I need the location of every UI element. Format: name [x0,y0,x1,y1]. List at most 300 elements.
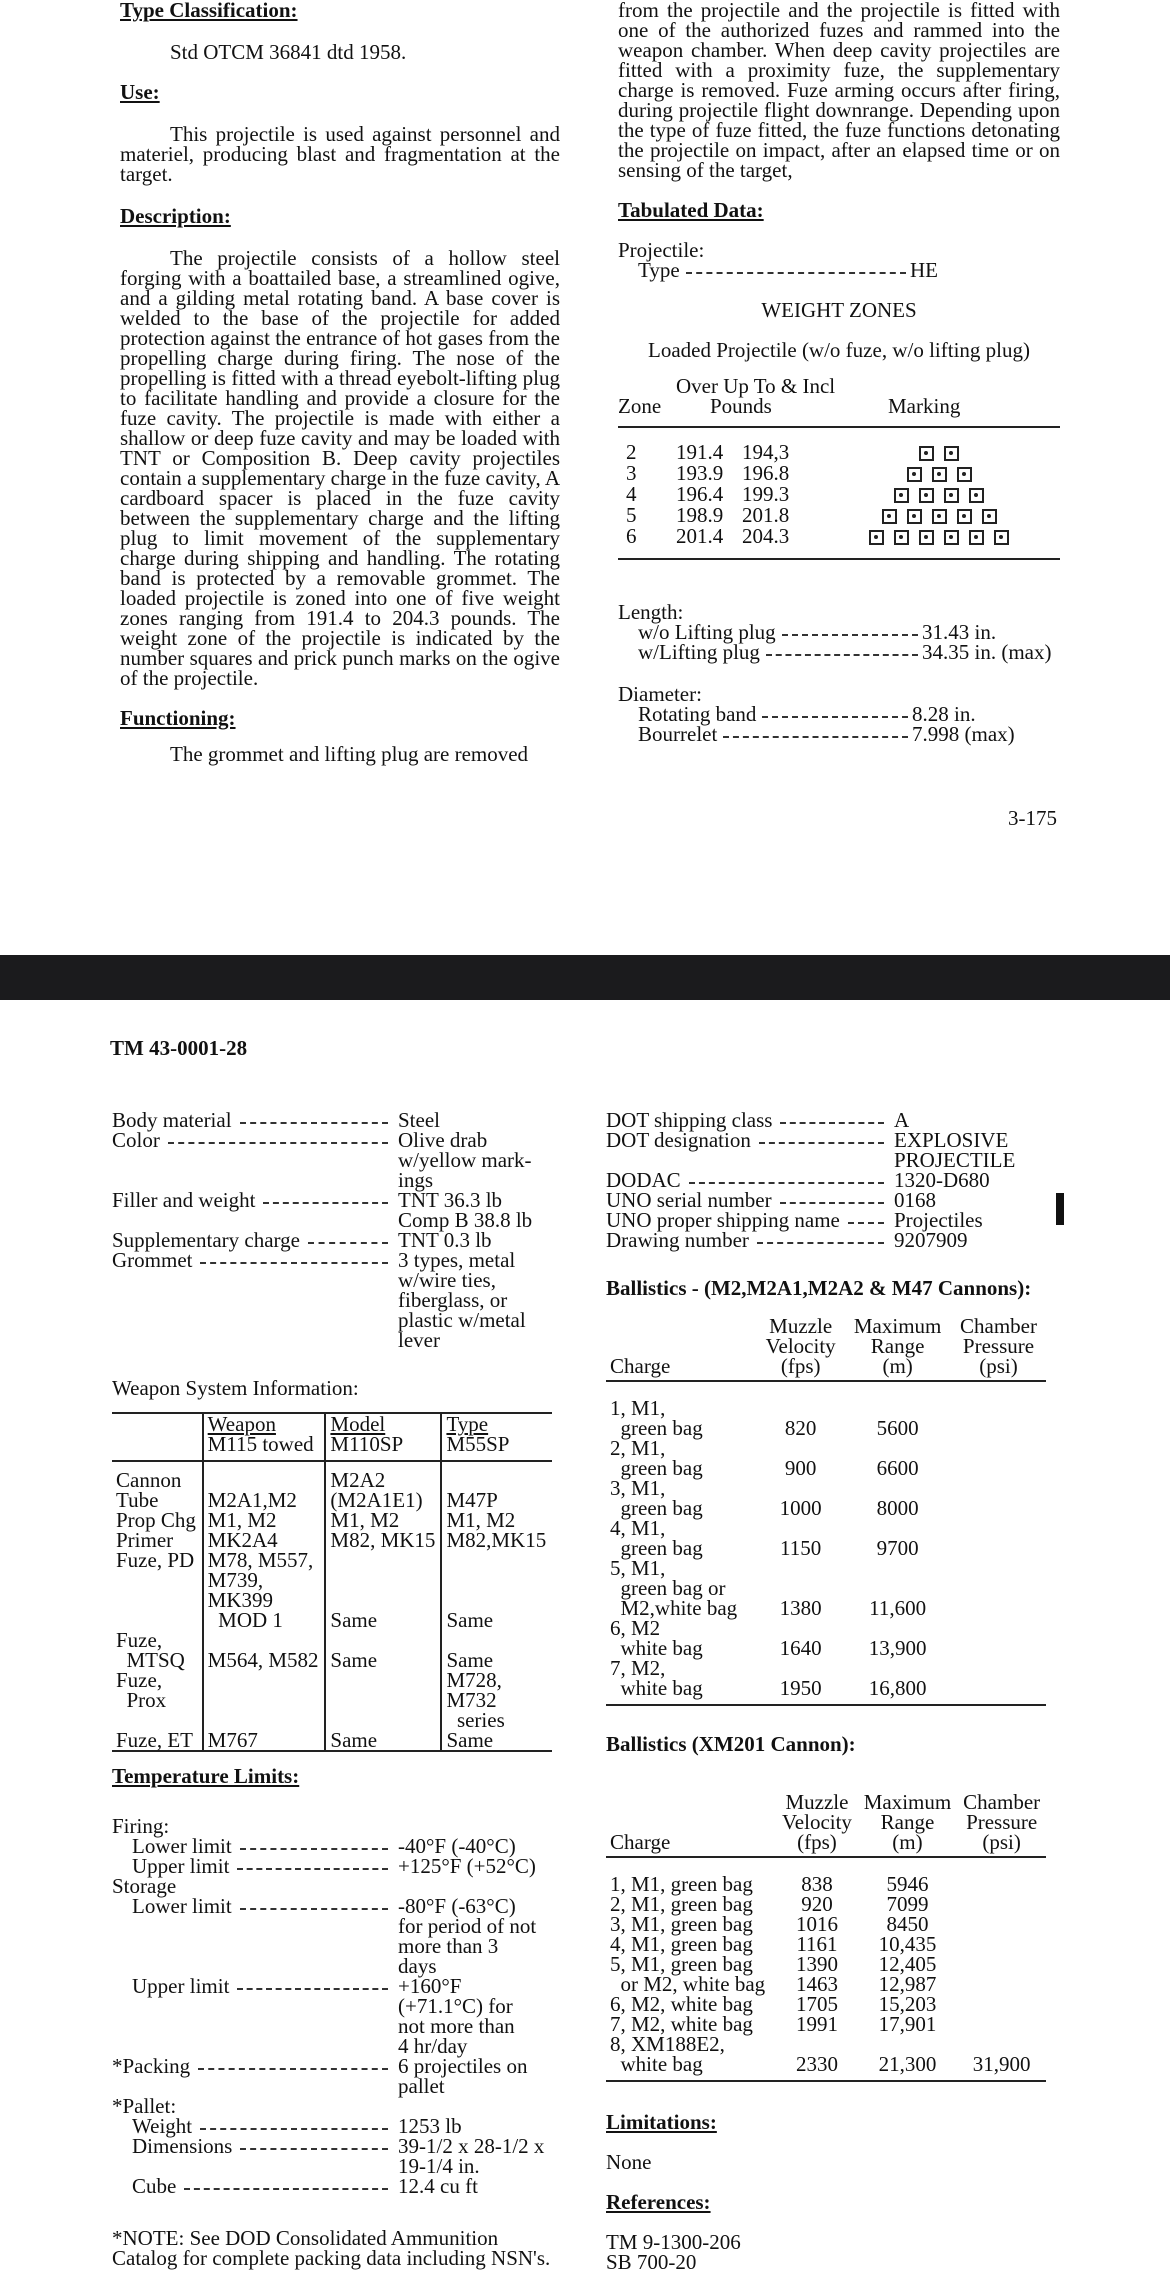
spec-key-label: Supplementary charge [112,1228,300,1252]
spec-key [112,2176,398,2196]
length-w-lifting-row [618,642,1060,662]
reference-item: SB 700-20 [606,2250,697,2270]
weapon-table-cell: Fuze, MTSQ [116,1628,185,1672]
prick-punch-square-icon [957,467,972,482]
ballistics-cell: 2, M1, green bag [610,1892,753,1916]
zone-over: 193.9 [676,461,724,485]
leader-dots [780,1110,884,1124]
spec-value: -80°F (-63°C) for period of not more than 3 days [398,1894,537,1978]
zone-number: 6 [626,524,637,548]
spec-value: 3 types, metal w/wire ties, fiberglass, or plastic w/metal lever [398,1248,526,1352]
weapon-table-row [112,1670,552,1730]
ballistics-cell: 3, M1, green bag [610,1476,703,1520]
spec-key [112,1856,398,1876]
spec-key-label: UNO serial number [606,1188,772,1212]
w-lifting-label: w/Lifting plug [638,640,760,664]
ballistics-cell: 8, XM188E2, white bag [606,2034,776,2081]
spec-key-label: Dimensions [132,2134,233,2158]
ballistics-1-table [606,1316,1046,1706]
weapon-col-header: Weapon [203,1414,326,1434]
ballistics-1-heading: Ballistics - (M2,M2A1,M2A2 & M47 Cannons): [606,1276,1032,1300]
spec-row [112,1976,582,2056]
ballistics-cell: 16,800 [844,1658,951,1705]
spec-row [606,1230,1046,1250]
ballistics-cell: 1950 [757,1658,844,1705]
ballistics-cell: 820 [784,1416,817,1440]
ballistics-row [606,2014,1046,2034]
prick-punch-square-icon [969,488,984,503]
spec-key-label: Weight [132,2114,193,2138]
spec-key-label: *Pallet: [112,2094,177,2118]
ballistics-col-header: Maximum Range (m) [858,1792,958,1857]
leader-dots [780,1190,884,1204]
weapon-table-cell: Same [325,1550,441,1630]
prick-punch-square-icon [944,488,959,503]
projectile-type-row [618,260,938,280]
ballistics-col-header: Muzzle Velocity (fps) [776,1792,857,1857]
spec-key [606,1170,894,1190]
spec-row [606,1110,1046,1130]
prick-punch-square-icon [882,509,897,524]
ballistics-cell: 2, M1, green bag [610,1436,703,1480]
spec-value: 9207909 [894,1228,968,1252]
ballistics-cell [951,1518,1046,1558]
spec-key [606,1190,894,1210]
weapon-table-cell: Fuze, PD [116,1548,195,1572]
spec-key-label: Drawing number [606,1228,749,1252]
limitations-text: None [606,2150,652,2174]
ballistics-cell: 1380 [779,1596,822,1620]
ballistics-2-table [606,1792,1046,2082]
spec-row [112,2096,582,2116]
dot-specifications-list [606,1110,1046,1250]
spec-key-label: Upper limit [132,1974,230,1998]
ballistics-col-header: Muzzle Velocity (fps) [757,1316,844,1381]
loaded-projectile-caption: Loaded Projectile (w/o fuze, w/o lifting plug) [648,338,1030,362]
spec-key [606,1130,894,1170]
bourrelet-value: 7.998 (max) [912,722,1015,746]
leader-dots [200,1250,388,1264]
weapon-table-row [112,1461,552,1490]
spec-key [112,1876,398,1896]
ballistics-cell: 6, M2, white bag [610,1992,753,2016]
zone-over: 191.4 [676,440,724,464]
spec-key-label: Cube [132,2174,177,2198]
spec-value: Steel [398,1108,440,1132]
temperature-limits-list [112,1816,582,2196]
weapon-col-subheader: M115 towed [203,1434,326,1461]
leader-dots [723,736,908,738]
zone-upto: 201.8 [742,503,790,527]
ballistics-cell: or M2, white bag [610,1972,766,1996]
limitations-heading: Limitations: [606,2110,717,2134]
ballistics-header [606,1792,1046,1857]
spec-key [112,1190,398,1230]
ballistics-cell: 1463 [795,1972,838,1996]
description-text: The projectile consists of a hollow steel forging with a boattailed base, a streamlined ogive, and a gilding metal rotating band. A base cover is welded to the base of the projectile for added protection against the entrance of hot gases from the propelling charge during firing. The nose of the propelling is fitted with a thread eyebolt-lifting plug to facilitate handling and provide a closure for the fuze cavity. The projectile is made with either a shallow or deep fuze cavity and may be loaded with TNT or Composition B. Deep cavity projectiles contain a supplementary charge in the fuze cavity, A cardboard spacer is placed in the fuze cavity between the supplementary charge and the lifting plug to limit movement of the supplementary charge during shipping and handling. The rotating band is protected by a removable grommet. The loaded projectile is zoned into one of five weight zones ranging from 191.4 to 204.3 pounds. The weight zone of the projectile is indicated by the number squares and prick punch marks on the ogive of the projectile. [120,246,560,690]
weapon-table-cell: M767 [203,1730,326,1751]
ballistics-cell: 8450 [886,1912,929,1936]
spec-value: 1320-D680 [894,1168,990,1192]
zone-upto: 199.3 [742,482,790,506]
spec-value [398,2096,582,2116]
ballistics-cell [951,1658,1046,1705]
weight-zone-row [618,442,1060,463]
ballistics-row [606,1974,1046,1994]
weapon-table-row [112,1730,552,1751]
ballistics-row [606,1894,1046,1914]
weapon-col-header: Model [325,1414,441,1434]
zone-number: 2 [626,440,637,464]
spec-value: -40°F (-40°C) [398,1834,516,1858]
zone-number: 5 [626,503,637,527]
weapon-table-cell: M47P [441,1490,552,1510]
ballistics-header [606,1316,1046,1381]
wo-lifting-value: 31.43 in. [922,620,997,644]
col-marking-header: Marking [888,394,961,418]
page-divider [0,955,1170,1000]
spec-row [112,2136,582,2176]
prick-punch-square-icon [919,446,934,461]
zone-upto: 196.8 [742,461,790,485]
spec-row [606,1190,1046,1210]
ballistics-cell: 1, M1, green bag [610,1396,703,1440]
spec-value: A [894,1108,910,1132]
ballistics-cell: 31,900 [957,2034,1046,2081]
spec-key [112,1836,398,1856]
ballistics-cell: 1150 [780,1536,822,1560]
spec-value: TNT 36.3 lb Comp B 38.8 lb [398,1188,533,1232]
weapon-table-cell [325,1670,441,1730]
leader-dots [762,716,908,718]
leader-dots [198,2056,388,2070]
zone-over: 196.4 [676,482,724,506]
ballistics-cell: 12,987 [878,1972,937,1996]
spec-key [112,2056,398,2096]
prick-punch-square-icon [907,509,922,524]
ballistics-cell: 5600 [876,1416,919,1440]
weapon-table-cell: M2A2 [325,1461,441,1490]
type-label: Type [638,258,680,282]
leader-dots [263,1190,388,1204]
page-tm-43-0001-28 [0,1000,1170,2270]
ballistics-cell: 8000 [876,1496,919,1520]
spec-key-label: Lower limit [132,1834,232,1858]
weight-zone-row [618,526,1060,547]
ballistics-col-header: Maximum Range (m) [844,1316,951,1381]
weapon-table-cell: M82,MK15 [441,1530,552,1550]
weapon-table-header [112,1414,552,1434]
ballistics-cell: 920 [801,1892,833,1916]
weapon-table-subheader [112,1434,552,1461]
packing-note: *NOTE: See DOD Consolidated Ammunition Catalog for complete packing data including NSN's. [112,2226,551,2270]
leader-dots [237,1976,388,1990]
spec-row [112,1230,582,1250]
reference-item: TM 9-1300-206 [606,2230,741,2254]
ballistics-cell: 1390 [795,1952,838,1976]
ballistics-col-header: Charge [606,1316,757,1381]
weapon-table-cell: Same [325,1730,441,1751]
spec-key-label: Storage [112,1874,177,1898]
ballistics-cell: 9700 [876,1536,919,1560]
page-number: 3-175 [1008,806,1057,830]
ballistics-cell: 15,203 [878,1992,937,2016]
ballistics-cell: 2330 [776,2034,857,2081]
ballistics-row [606,1478,1046,1518]
ballistics-cell: 1640 [779,1636,822,1660]
ballistics-cell [957,1934,1046,1954]
weapon-table-cell: M82, MK15 [325,1530,441,1550]
spec-row [606,1210,1046,1230]
spec-value: 6 projectiles on pallet [398,2054,528,2098]
temperature-limits-heading: Temperature Limits: [112,1764,300,1788]
ballistics-col-header: Chamber Pressure (psi) [957,1792,1046,1857]
spec-key [112,1896,398,1976]
table-bottom-rule [618,558,1060,560]
ballistics-cell: 7099 [886,1892,929,1916]
spec-key-label: UNO proper shipping name [606,1208,840,1232]
spec-row [112,1190,582,1230]
ballistics-row [606,1954,1046,1974]
bourrelet-label: Bourrelet [638,722,718,746]
prick-punch-square-icon [994,530,1009,545]
weapon-table-row [112,1550,552,1630]
spec-key [112,1250,398,1350]
spec-row [112,1876,582,1896]
ballistics-cell: 11,600 [869,1596,927,1620]
leader-dots [782,634,918,636]
prick-punch-square-icon [894,530,909,545]
ballistics-2-heading: Ballistics (XM201 Cannon): [606,1732,856,1756]
weapon-table-cell: M1, M2 [325,1510,441,1530]
spec-key-label: DOT shipping class [606,1108,773,1132]
leader-dots [240,1110,388,1124]
ballistics-row [606,1994,1046,2014]
ballistics-cell: 4, M1, green bag [610,1932,753,1956]
prick-punch-square-icon [869,530,884,545]
prick-punch-square-icon [957,509,972,524]
ballistics-row [606,1438,1046,1478]
prick-punch-square-icon [944,530,959,545]
weapon-table-row [112,1490,552,1510]
ballistics-row [606,2034,1046,2081]
weapon-table-cell: MK2A4 [203,1530,326,1550]
ballistics-row [606,1934,1046,1954]
ballistics-cell: 5, M1, green bag [610,1952,753,1976]
leader-dots [240,2136,388,2150]
spec-key-label: Body material [112,1108,232,1132]
ballistics-cell: 7, M2, white bag [606,1658,757,1705]
spec-key [606,1110,894,1130]
projectile-label: Projectile: [618,238,705,262]
ballistics-cell: 1, M1, green bag [610,1872,753,1896]
spec-key [112,2116,398,2136]
spec-row [112,2116,582,2136]
leader-dots [759,1130,884,1144]
rotating-band-value: 8.28 in. [912,702,976,726]
spec-row [112,1896,582,1976]
w-lifting-value: 34.35 in. (max) [922,640,1052,664]
leader-dots [766,654,918,656]
type-classification-text: Std OTCM 36841 dtd 1958. [170,40,407,64]
weapon-col-header: Type [441,1414,552,1434]
weapon-table-cell: Same [441,1630,552,1670]
weapon-table-row [112,1630,552,1670]
spec-value: EXPLOSIVE PROJECTILE [894,1128,1016,1172]
spec-value: +125°F (+52°C) [398,1854,536,1878]
zone-over: 198.9 [676,503,724,527]
zone-upto: 194,3 [742,440,790,464]
ballistics-cell: 1991 [795,2012,838,2036]
weight-zones-header [618,376,1060,418]
description-heading: Description: [120,204,231,228]
spec-key [112,1130,398,1190]
weapon-table-cell: Same [325,1630,441,1670]
zone-upto: 204.3 [742,524,790,548]
spec-row [112,1816,582,1836]
weapon-table-cell [203,1461,326,1490]
weapon-table-row [112,1510,552,1530]
page1-left-column [120,0,560,764]
spec-key-label: Grommet [112,1248,193,1272]
weapon-table-cell: Same [441,1550,552,1630]
ballistics-col-header: Charge [606,1792,776,1857]
prick-punch-square-icon [944,446,959,461]
weapon-table-cell: M728, M732 series [441,1670,552,1730]
spec-row [606,1130,1046,1170]
ballistics-cell: 7, M2, white bag [610,2012,753,2036]
rotating-band-label: Rotating band [638,702,757,726]
spec-value: 39-1/2 x 28-1/2 x 19-1/4 in. [398,2134,545,2178]
weapon-table-cell [441,1461,552,1490]
ballistics-row [606,1914,1046,1934]
spec-value: Projectiles [894,1208,983,1232]
spec-key-label: *Packing [112,2054,191,2078]
ballistics-cell: 6, M2 white bag [610,1616,703,1660]
ballistics-cell: 6600 [876,1456,919,1480]
weapon-table-cell: Cannon [116,1468,182,1492]
ballistics-row [606,1857,1046,1894]
ballistics-cell [951,1381,1046,1438]
leader-dots [757,1230,884,1244]
ballistics-cell [957,2014,1046,2034]
weapon-col-subheader: M110SP [325,1434,441,1461]
spec-key [606,1230,894,1250]
spec-key-label: Color [112,1128,160,1152]
length-wo-lifting-row [618,622,1060,642]
zone-over: 201.4 [676,524,724,548]
prick-punch-square-icon [932,509,947,524]
prick-punch-square-icon [982,509,997,524]
ballistics-cell: 5, M1, green bag or M2,white bag [610,1556,738,1620]
spec-row [112,1130,582,1190]
references-heading: References: [606,2190,711,2214]
prick-punch-square-icon [894,488,909,503]
weapon-table-cell: Fuze, ET [112,1730,203,1751]
page2-left-column [112,1110,582,2268]
spec-key [112,1816,398,1836]
type-classification-heading: Type Classification: [120,0,298,22]
ballistics-cell: 5946 [886,1872,929,1896]
ballistics-cell: 10,435 [878,1932,937,1956]
weapon-col-subheader [112,1434,203,1461]
header-rule [618,426,1060,428]
ballistics-row [606,1518,1046,1558]
ballistics-cell: 900 [784,1456,817,1480]
ballistics-row [606,1381,1046,1438]
leader-dots [240,1896,388,1910]
weight-zones-title: WEIGHT ZONES [761,298,917,322]
ballistics-cell [957,1994,1046,2014]
weapon-table-cell [203,1670,326,1730]
weapon-col-header [112,1414,203,1434]
ballistics-cell: 1016 [795,1912,838,1936]
weapon-table-cell: M2A1,M2 [203,1490,326,1510]
leader-dots [184,2176,388,2190]
spec-row [112,2176,582,2196]
tabulated-data-heading: Tabulated Data: [618,198,764,222]
spec-key [112,1976,398,2056]
spec-key [112,1230,398,1250]
spec-key [112,1110,398,1130]
weapon-table-row [112,1530,552,1550]
ballistics-cell [957,1914,1046,1934]
weight-zone-row [618,463,1060,484]
spec-value: Olive drab w/yellow mark- ings [398,1128,532,1192]
spec-value: 1253 lb [398,2114,462,2138]
ballistics-cell [957,1894,1046,1914]
ballistics-cell [957,1974,1046,1994]
zone-number: 4 [626,482,637,506]
spec-value [398,1876,582,1896]
leader-dots [240,1836,388,1850]
weapon-system-table [112,1414,552,1752]
weapon-system-info-label: Weapon System Information: [112,1376,359,1400]
spec-value: +160°F (+71.1°C) for not more than 4 hr/day [398,1974,515,2058]
ballistics-cell: 12,405 [878,1952,937,1976]
ballistics-cell [951,1558,1046,1618]
leader-dots [848,1210,884,1224]
length-label: Length: [618,600,684,624]
spec-row [112,1250,582,1350]
functioning-heading: Functioning: [120,706,236,730]
ballistics-cell [957,1954,1046,1974]
weapon-table-cell: Same [441,1730,552,1751]
specifications-list [112,1110,582,1350]
ballistics-cell: 17,901 [878,2012,937,2036]
margin-change-bar [1056,1193,1064,1225]
weapon-col-subheader: M55SP [441,1434,552,1461]
prick-punch-square-icon [907,467,922,482]
zone-marking [618,524,1060,548]
col-over-header: Over Up To & Incl [676,374,836,398]
spec-key-label: Lower limit [132,1894,232,1918]
spec-value: TNT 0.3 lb [398,1228,492,1252]
spec-value: 12.4 cu ft [398,2174,478,2198]
diameter-label: Diameter: [618,682,702,706]
ballistics-cell [951,1618,1046,1658]
spec-value: 0168 [894,1188,936,1212]
weapon-table-cell: M564, M582 [203,1630,326,1670]
weight-zones-table [618,442,1060,554]
ballistics-cell: 1161 [796,1932,838,1956]
ballistics-cell: 1705 [795,1992,838,2016]
leader-dots [168,1130,388,1144]
document-header: TM 43-0001-28 [110,1036,248,1060]
prick-punch-square-icon [919,488,934,503]
ballistics-cell: 4, M1, green bag [610,1516,703,1560]
ballistics-cell: 838 [801,1872,833,1896]
